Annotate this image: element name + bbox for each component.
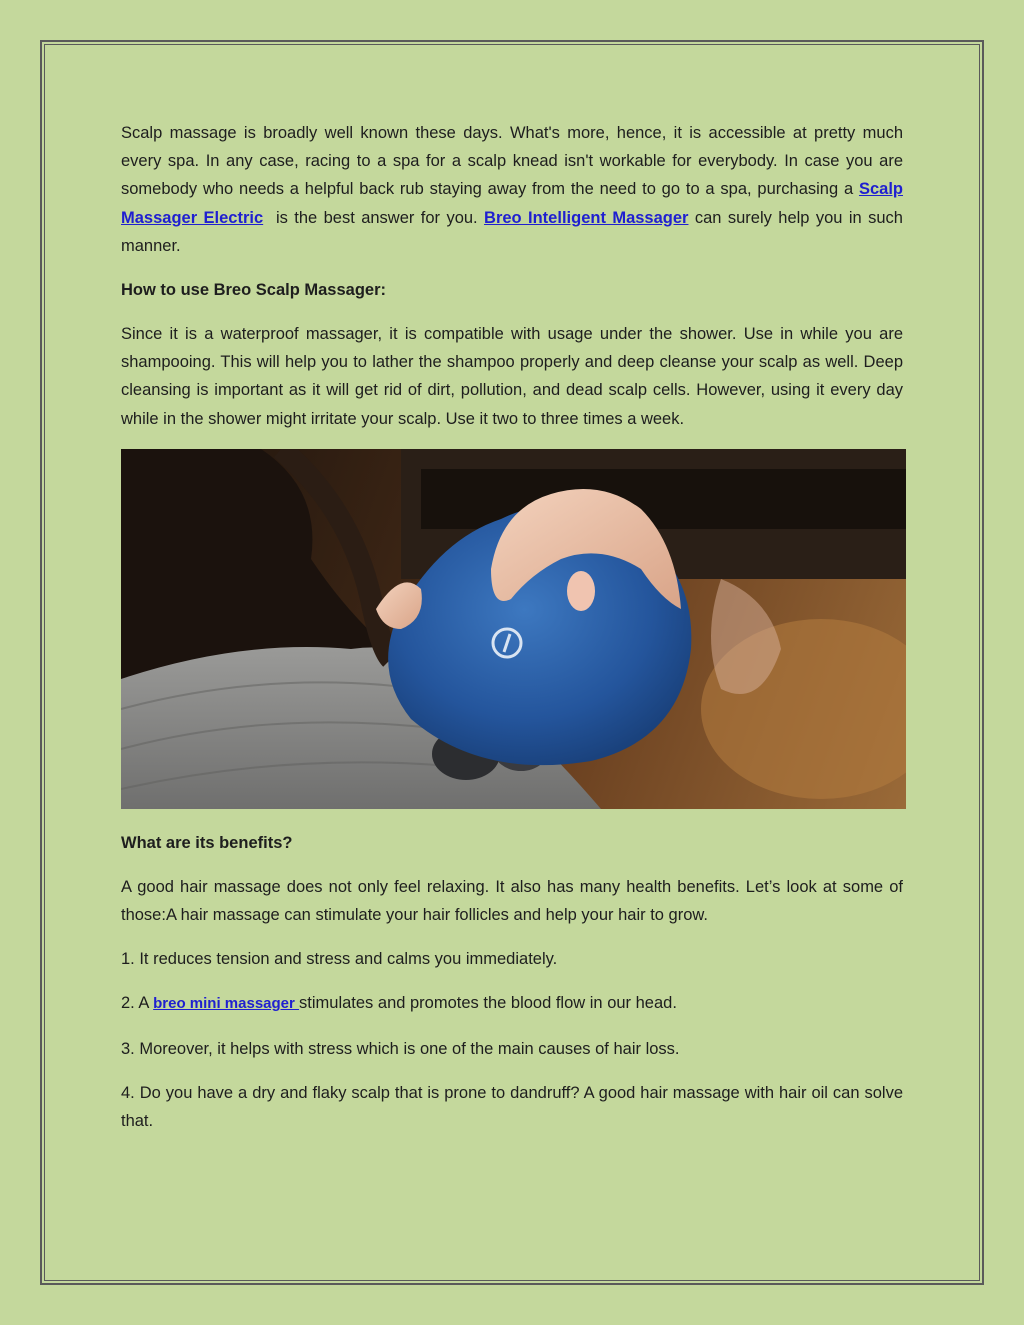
heading-benefits: What are its benefits? [121,833,293,852]
heading-how-to-use: How to use Breo Scalp Massager: [121,281,386,300]
massager-photo [121,449,906,809]
benefit-item-4: 4. Do you have a dry and flaky scalp that is prone to dandruff? A good hair massage with hair oil can solve that. [121,1083,903,1131]
benefits-paragraph: A good hair massage does not only feel relaxing. It also has many health benefits. Let’s look at some of those:A hair massage can stimulate your hair follicles and help your hair to grow. [121,877,903,925]
document-body [121,119,903,1151]
benefit-item-2-suffix: stimulates and promotes the blood flow in our head. [299,994,677,1013]
breo-mini-massager-link[interactable]: breo mini massager [153,995,300,1013]
massager-photo-illustration [121,449,906,809]
benefit-item-2-prefix: 2. A [121,994,154,1013]
how-to-use-paragraph: Since it is a waterproof massager, it is compatible with usage under the shower. Use in while you are shampooing. This will help you to lather the shampoo properly and deep cleanse your scalp as well. Deep cleansing is important as it will get rid of dirt, pollution, and dead scalp cells. However, using it every day while in the shower might irritate your scalp. Use it two to three times a week. [121,325,903,428]
intro-text-2: is the best answer for you. [263,208,485,227]
breo-intelligent-massager-link[interactable]: Breo Intelligent Massager [484,208,689,227]
intro-text-3: can surely help you in such manner. [121,208,903,255]
intro-paragraph [121,119,903,260]
benefit-item-1: 1. It reduces tension and stress and calms you immediately. [121,950,558,969]
scalp-massager-electric-link[interactable]: Scalp Massager Electric [121,180,903,227]
intro-text-1: Scalp massage is broadly well known these days. What's more, hence, it is accessible at pretty much every spa. In any case, racing to a spa for a scalp knead isn't workable for everybody. In case you are somebody who needs a helpful back rub staying away from the need to go to a spa, purchasing a [121,124,903,199]
benefit-item-2 [121,989,903,1018]
benefit-item-3: 3. Moreover, it helps with stress which is one of the main causes of hair loss. [121,1039,680,1058]
